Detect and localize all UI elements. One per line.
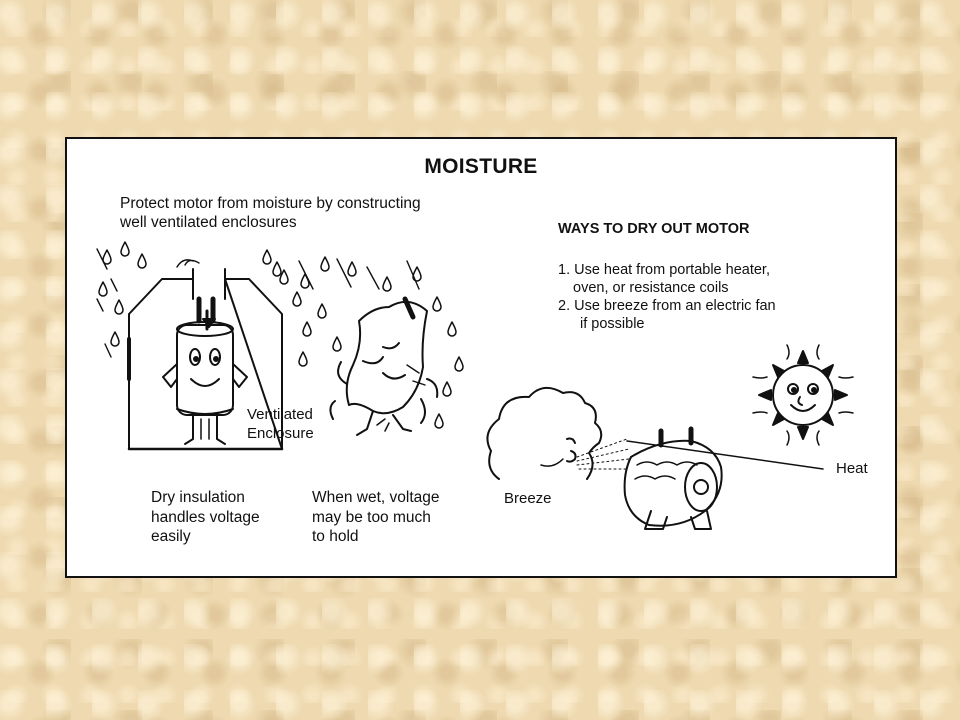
melting-motor-icon: [330, 299, 437, 435]
cloud-face-icon: [487, 388, 629, 479]
step-1-line-2: oven, or resistance coils: [573, 280, 729, 296]
dry-caption-line-1: Dry insulation: [151, 489, 245, 506]
intro-line-2: well ventilated enclosures: [120, 214, 297, 231]
step-1-line-1: 1. Use heat from portable heater,: [558, 262, 770, 278]
wet-caption-line-1: When wet, voltage: [312, 489, 440, 506]
breeze-label: Breeze: [504, 490, 552, 507]
page-title: MOISTURE: [424, 155, 538, 178]
ways-heading: WAYS TO DRY OUT MOTOR: [558, 221, 750, 237]
dry-caption-line-2: handles voltage: [151, 508, 260, 526]
dry-caption-line-3: easily: [151, 528, 191, 545]
step-2-line-1: 2. Use breeze from an electric fan: [558, 298, 776, 314]
happy-motor-icon: [163, 299, 247, 444]
dry-caption: [151, 488, 260, 547]
sun-face-icon: [753, 345, 853, 445]
intro-line-1: Protect motor from moisture by constructing: [120, 195, 421, 212]
intro-text: [120, 194, 421, 232]
wet-caption-line-2: may be too much: [312, 508, 431, 526]
wet-caption-line-3: to hold: [312, 528, 359, 545]
ventilated-label: Ventilated: [247, 406, 313, 423]
raindrop-icon: [273, 257, 463, 428]
heat-label: Heat: [836, 460, 868, 477]
step-2-line-2: if possible: [580, 316, 645, 332]
enclosure-label: Enclosure: [247, 425, 314, 442]
fan-motor-icon: [625, 429, 823, 529]
wet-caption: [312, 488, 440, 547]
moisture-slide-panel: [65, 137, 897, 578]
